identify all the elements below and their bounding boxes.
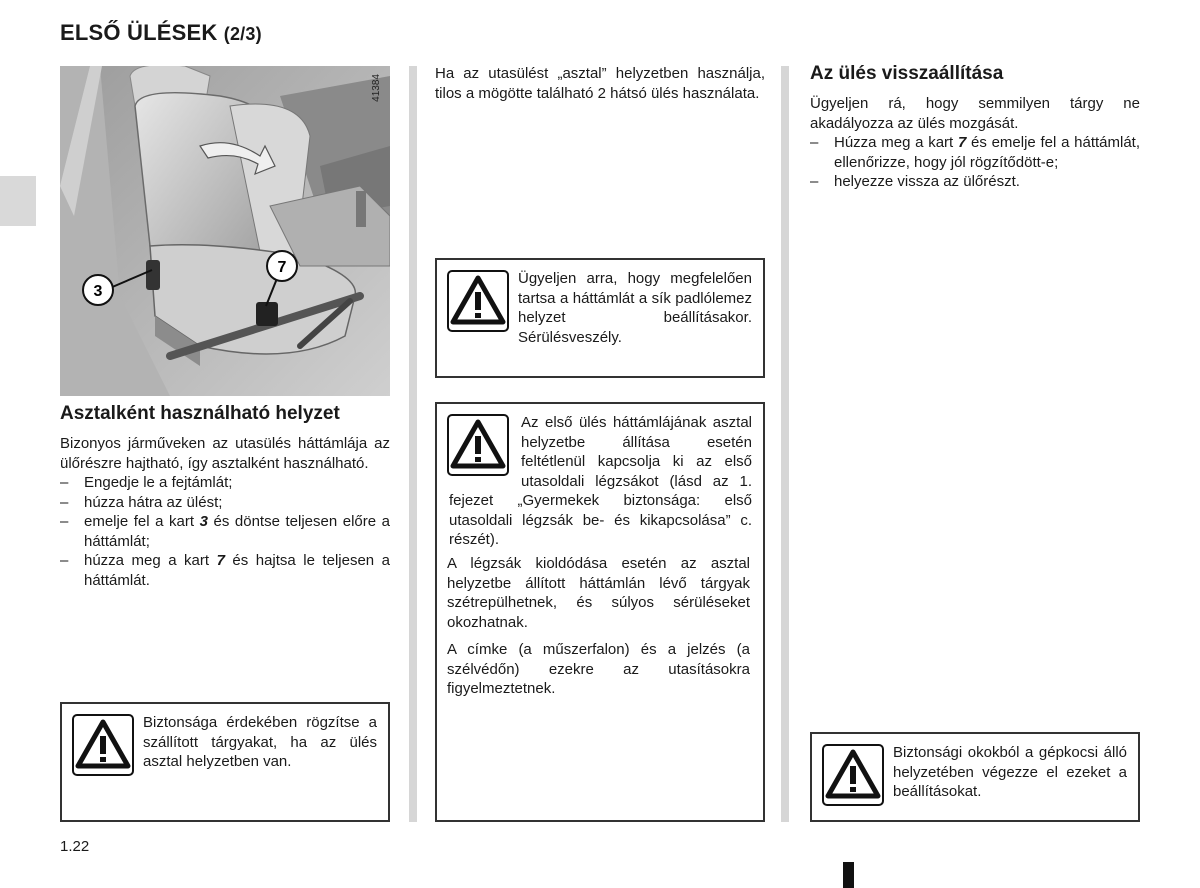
- list-item: – helyezze vissza az ülőrészt.: [810, 172, 1140, 192]
- callout-3-label: 3: [93, 283, 103, 300]
- col1-intro: Bizonyos járműveken az utasülés háttámlája az ülőrészre hajtható, így asztalként használható.: [60, 435, 390, 472]
- col2-intro: Ha az utasülést „asztal” helyzetben használja, tilos a mögötte található 2 hátsó ülés használata.: [435, 65, 765, 102]
- edge-marker: [843, 862, 854, 888]
- list-item: – húzza hátra az ülést;: [60, 493, 390, 513]
- seat-illustration: [60, 66, 390, 396]
- warning-box-1: [60, 702, 390, 822]
- callout-7-label: 7: [277, 259, 287, 276]
- list-item: – húzza meg a kart 7 és hajtsa le teljesen a háttámlát.: [60, 551, 390, 590]
- warning-triangle-icon: [447, 270, 509, 332]
- chapter-tab: [0, 176, 36, 226]
- section-heading-table: Asztalként használható helyzet: [60, 403, 340, 424]
- page-title: [60, 20, 262, 46]
- col3-intro: Ügyeljen rá, hogy semmilyen tárgy ne akadályozza az ülés mozgását.: [810, 95, 1140, 132]
- col1-steps: [60, 473, 390, 590]
- warning-triangle-icon: [72, 714, 134, 776]
- figure-code: 41384: [371, 74, 382, 102]
- airbag-paragraph-3: A címke (a műszerfalon) és a jelzés (a szélvédőn) ezekre az utasításokra figyelmeztetnek.: [447, 641, 750, 697]
- warning-triangle-icon: [822, 744, 884, 806]
- warning-box-2: [435, 258, 765, 378]
- col3-steps: [810, 133, 1140, 192]
- seat-drawing: [60, 66, 390, 396]
- col3-body: [810, 94, 1140, 192]
- section-heading-restore: Az ülés visszaállítása: [810, 63, 1004, 84]
- warning-text: Biztonsága érdekében rögzítse a szállított tárgyakat, ha az ülés asztal helyzetben van.: [143, 714, 377, 770]
- title-suffix: (2/3): [223, 24, 262, 44]
- col1-body: [60, 434, 390, 590]
- airbag-extra: [447, 554, 750, 699]
- page-number: 1.22: [60, 838, 90, 855]
- warning-text: Ügyeljen arra, hogy megfelelően tartsa a háttámlát a sík padlólemez helyzet beállításakor. Sérülésveszély.: [518, 270, 752, 346]
- warning-box-4: [810, 732, 1140, 822]
- list-item: – Húzza meg a kart 7 és emelje fel a háttámlát, ellenőrizze, hogy jól rögzítődött-e;: [810, 133, 1140, 172]
- list-item: – Engedje le a fejtámlát;: [60, 473, 390, 493]
- title-text: ELSŐ ÜLÉSEK: [60, 20, 218, 45]
- list-item: – emelje fel a kart 3 és döntse teljesen előre a háttámlát;: [60, 512, 390, 551]
- warning-text: [449, 413, 752, 550]
- warning-text: Biztonsági okokból a gépkocsi álló helyzetében végezze el ezeket a beállításokat.: [893, 744, 1127, 800]
- column-divider: [781, 66, 789, 822]
- column-divider: [409, 66, 417, 822]
- airbag-paragraph-2: A légzsák kioldódása esetén az asztal helyzetbe állított háttámlán lévő tárgyak szétrepülhetnek, és súlyos sérüléseket okozhatnak.: [447, 555, 750, 631]
- airbag-paragraph-1: Az első ülés háttámlájának asztal helyzetbe állítása esetén feltétlenül kapcsolja ki az első utasoldali légzsákot (lásd az 1. fejezet „Gyermekek biztonsága: első utasoldali légzsák be- és kikapcsolása” c. részét).: [449, 414, 752, 548]
